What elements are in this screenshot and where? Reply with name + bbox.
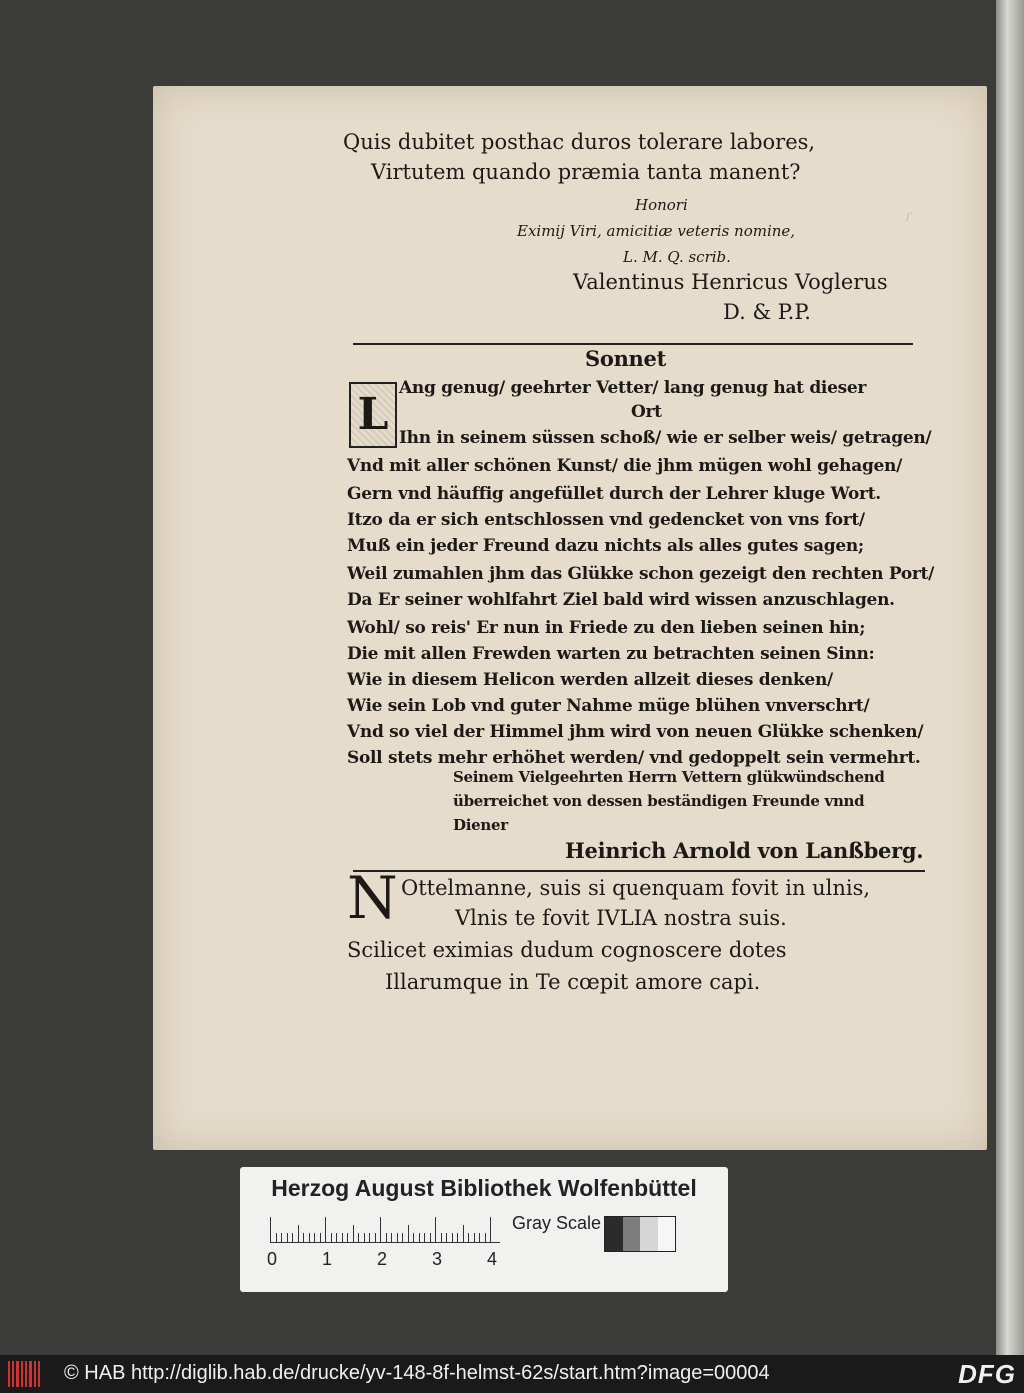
sonnet-line: Da Er seiner wohlfahrt Ziel bald wird wissen anzuschlagen. (347, 590, 895, 610)
library-name: Herzog August Bibliothek Wolfenbüttel (271, 1175, 697, 1201)
sonnet-closing-1: Seinem Vielgeehrten Herrn Vettern glükwündschend (453, 768, 885, 786)
ruler-tick (336, 1233, 337, 1243)
ruler-tick (419, 1233, 420, 1243)
ruler-number: 1 (322, 1249, 333, 1269)
gray-swatch (623, 1217, 641, 1251)
dedication-line: Eximij Viri, amicitiæ veteris nomine, (517, 222, 796, 240)
ruler-tick (490, 1217, 491, 1243)
measurement-ruler (270, 1213, 500, 1243)
ruler-tick (292, 1233, 293, 1243)
ruler-tick (408, 1225, 409, 1243)
gray-swatch (605, 1217, 623, 1251)
sonnet-line: Die mit allen Frewden warten zu betrachten seinen Sinn: (347, 644, 875, 664)
ruler-tick (402, 1233, 403, 1243)
sonnet-line: Soll stets mehr erhöhet werden/ vnd gedoppelt sein vermehrt. (347, 748, 921, 768)
sonnet-line: Wie in diesem Helicon werden allzeit dieses denken/ (347, 670, 833, 690)
sonnet-line: Vnd so viel der Himmel jhm wird von neuen Glükke schenken/ (347, 722, 924, 742)
latin-poem-2-line-1: Ottelmanne, suis si quenquam fovit in ulnis, (401, 876, 871, 900)
latin-poem-line-2: Virtutem quando præmia tanta manent? (371, 160, 801, 184)
ruler-tick (287, 1233, 288, 1243)
sonnet-line: Wohl/ so reis' Er nun in Friede zu den lieben seinen hin; (347, 618, 866, 638)
sonnet-line: Wie sein Lob vnd guter Nahme müge blühen vnverschrt/ (347, 696, 870, 716)
ruler-tick (474, 1233, 475, 1243)
sonnet-signature: Heinrich Arnold von Lanßberg. (565, 838, 924, 863)
adjacent-page-edge (996, 0, 1024, 1355)
ruler-tick (463, 1225, 464, 1243)
ruler-tick (375, 1233, 376, 1243)
ruler-tick (441, 1233, 442, 1243)
ruler-tick (281, 1233, 282, 1243)
ruler-number: 0 (267, 1249, 278, 1269)
dedication-scrib: L. M. Q. scrib. (623, 248, 731, 266)
library-scale-card (240, 1167, 728, 1292)
ruler-tick (397, 1233, 398, 1243)
divider-rule (353, 343, 913, 345)
sonnet-title: Sonnet (585, 346, 666, 371)
ruler-tick (446, 1233, 447, 1243)
ruler-tick (331, 1233, 332, 1243)
latin-poem-line-1: Quis dubitet posthac duros tolerare labores, (343, 130, 816, 154)
ruler-tick (386, 1233, 387, 1243)
ruler-tick (435, 1217, 436, 1243)
barcode-icon (8, 1361, 48, 1387)
ruler-tick (353, 1225, 354, 1243)
sonnet-line: Ihn in seinem süssen schoß/ wie er selber weis/ getragen/ (399, 428, 932, 448)
ruler-tick (457, 1233, 458, 1243)
sonnet-line: Gern vnd häuffig angefüllet durch der Lehrer kluge Wort. (347, 484, 881, 504)
latin-poem-2-line-2: Vlnis te fovit IVLIA nostra suis. (455, 906, 787, 930)
sonnet-line: Ort (631, 402, 662, 422)
footer-bar (0, 1355, 1024, 1393)
sonnet-line: Weil zumahlen jhm das Glükke schon gezeigt den rechten Port/ (347, 564, 935, 584)
ruler-tick (325, 1217, 326, 1243)
sonnet-closing-2: überreichet von dessen beständigen Freunde vnnd (453, 792, 865, 810)
ruler-number: 4 (487, 1249, 498, 1269)
divider-rule (353, 870, 925, 872)
ruler-tick (342, 1233, 343, 1243)
ruler-number: 3 (432, 1249, 443, 1269)
sonnet-line: Muß ein jeder Freund dazu nichts als alles gutes sagen; (347, 536, 864, 556)
gray-swatch (658, 1217, 676, 1251)
copyright-url[interactable]: © HAB http://diglib.hab.de/drucke/yv-148-8f-helmst-62s/start.htm?image=00004 (64, 1362, 770, 1384)
ruler-tick (380, 1217, 381, 1243)
ruler-tick (314, 1233, 315, 1243)
gray-scale-label: Gray Scale (512, 1213, 602, 1233)
ruler-tick (347, 1233, 348, 1243)
ruler-tick (413, 1233, 414, 1243)
sonnet-closing-3: Diener (453, 816, 508, 834)
sonnet-line: Vnd mit aller schönen Kunst/ die jhm mügen wohl gehagen/ (347, 456, 903, 476)
ruler-tick (364, 1233, 365, 1243)
ruler-number: 2 (377, 1249, 388, 1269)
ruler-tick (270, 1217, 271, 1243)
author-name: Valentinus Henricus Voglerus (573, 270, 888, 294)
ruler-tick (320, 1233, 321, 1243)
ruler-tick (430, 1233, 431, 1243)
decorated-initial-l: L (349, 382, 397, 448)
ruler-tick (369, 1233, 370, 1243)
ruler-tick (391, 1233, 392, 1243)
show-through-mark: ɾ (905, 206, 913, 225)
ruler-tick (276, 1233, 277, 1243)
ruler-tick (424, 1233, 425, 1243)
dfg-logo: DFG (958, 1359, 1016, 1389)
ruler-tick (298, 1225, 299, 1243)
ruler-tick (303, 1233, 304, 1243)
latin-poem-2-line-4: Illarumque in Te cœpit amore capi. (385, 970, 761, 994)
gray-swatch (640, 1217, 658, 1251)
ruler-tick (358, 1233, 359, 1243)
ruler-tick (452, 1233, 453, 1243)
ruler-tick (485, 1233, 486, 1243)
ruler-tick (479, 1233, 480, 1243)
author-title: D. & P.P. (723, 300, 811, 324)
document-page (153, 86, 987, 1150)
sonnet-line: Itzo da er sich entschlossen vnd gedencket von vns fort/ (347, 510, 865, 530)
gray-scale-swatches (604, 1216, 676, 1252)
drop-cap-n: N (347, 864, 398, 932)
sonnet-line: Ang genug/ geehrter Vetter/ lang genug hat dieser (399, 378, 867, 398)
latin-poem-2-line-3: Scilicet eximias dudum cognoscere dotes (347, 938, 787, 962)
ruler-tick (309, 1233, 310, 1243)
ruler-tick (468, 1233, 469, 1243)
dedication-honori: Honori (635, 196, 688, 214)
